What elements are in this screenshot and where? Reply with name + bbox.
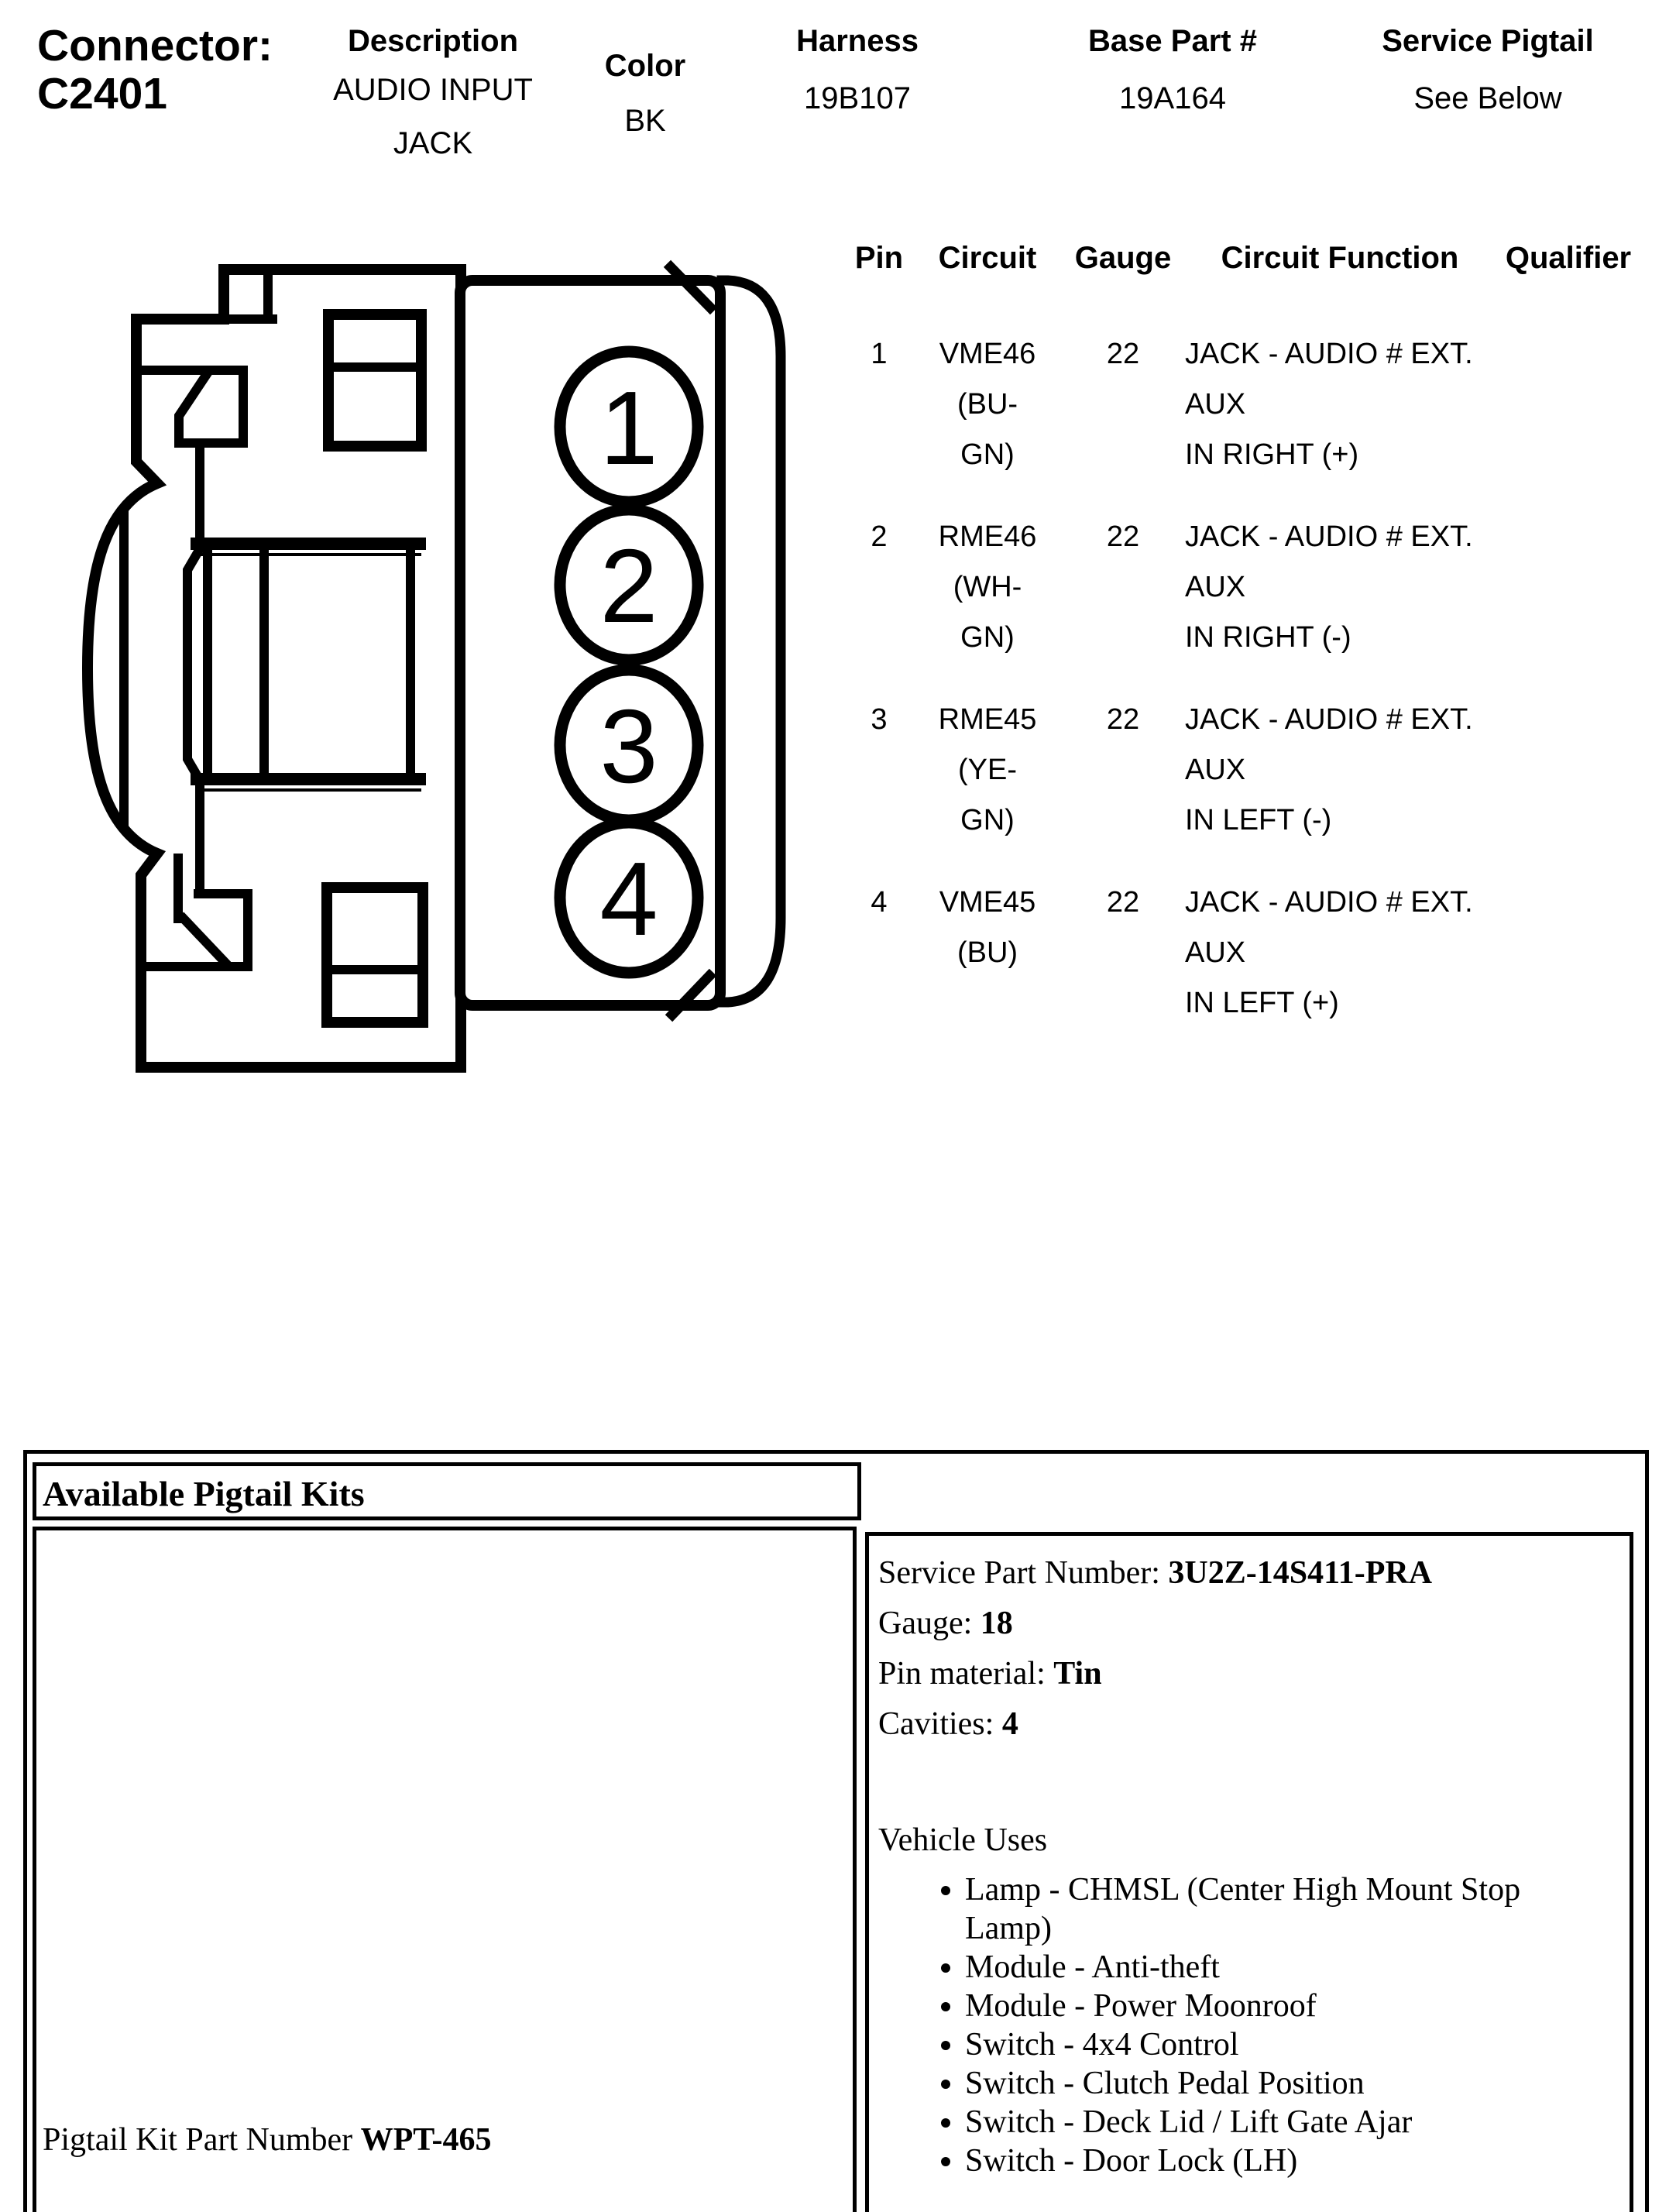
pigtail-kits-section-title: Available Pigtail Kits xyxy=(33,1462,861,1520)
pin-cell: 3 xyxy=(871,703,888,736)
service-part-number: 3U2Z-14S411-PRA xyxy=(1168,1555,1433,1591)
table-row xyxy=(852,695,1642,846)
pin-table xyxy=(852,239,1642,1060)
pin-1-number: 1 xyxy=(599,369,658,486)
table-row xyxy=(852,329,1642,480)
pin-cell: 2 xyxy=(871,520,888,553)
list-item: • Module - Power Moonroof xyxy=(965,1987,1554,2025)
circuit-cell: VME46 (BU- GN) xyxy=(939,338,1036,471)
description-value-line1: AUDIO INPUT xyxy=(333,73,533,107)
list-item: • Switch - Clutch Pedal Position xyxy=(965,2064,1554,2103)
pin-cell: 4 xyxy=(871,886,888,919)
pigtail-kit-cell xyxy=(33,1527,857,2212)
circuit-cell: RME45 (YE- GN) xyxy=(938,703,1037,836)
vehicle-uses-title: Vehicle Uses xyxy=(878,1822,1048,1858)
pin-3-number: 3 xyxy=(599,688,658,805)
circuit-cell: VME45 (BU) xyxy=(939,886,1036,969)
gauge-cell: 22 xyxy=(1106,338,1140,370)
service-pigtail-label: Service Pigtail xyxy=(1382,24,1594,58)
qualifier-cell xyxy=(1503,512,1634,663)
color-label: Color xyxy=(604,49,686,83)
col-header-circuit-function: Circuit Function xyxy=(1221,241,1459,275)
function-cell: JACK - AUDIO # EXT. AUX IN LEFT (-) xyxy=(1185,703,1473,836)
pin-4-number: 4 xyxy=(599,840,658,957)
gauge-cell: 22 xyxy=(1106,886,1140,919)
cavities-value: 4 xyxy=(1001,1706,1018,1742)
function-cell: JACK - AUDIO # EXT. AUX IN LEFT (+) xyxy=(1185,886,1473,1019)
harness-value: 19B107 xyxy=(804,81,911,115)
service-part-cell xyxy=(865,1532,1633,2212)
pigtail-kit-label: Pigtail Kit Part Number xyxy=(43,2122,361,2158)
pigtail-kits-table xyxy=(23,1450,1649,2212)
function-cell: JACK - AUDIO # EXT. AUX IN RIGHT (+) xyxy=(1185,338,1473,471)
list-item: • Switch - Deck Lid / Lift Gate Ajar xyxy=(965,2103,1554,2142)
pin-2-number: 2 xyxy=(599,527,658,644)
gauge-value: 18 xyxy=(980,1606,1013,1641)
col-header-gauge: Gauge xyxy=(1074,241,1172,275)
base-part-label: Base Part # xyxy=(1088,24,1257,58)
harness-label: Harness xyxy=(796,24,919,58)
description-value-line2: JACK xyxy=(393,126,473,160)
vehicle-uses-list xyxy=(878,1870,1616,2180)
connector-id: C2401 xyxy=(37,69,167,118)
table-row xyxy=(852,512,1642,663)
color-value: BK xyxy=(624,104,666,138)
qualifier-cell xyxy=(1503,329,1634,480)
col-header-qualifier: Qualifier xyxy=(1505,241,1632,275)
qualifier-cell xyxy=(1503,878,1634,1029)
function-cell: JACK - AUDIO # EXT. AUX IN RIGHT (-) xyxy=(1185,520,1473,654)
gauge-cell: 22 xyxy=(1106,520,1140,553)
pigtail-kit-number: WPT-465 xyxy=(360,2122,492,2158)
cavities-line: Cavities: 4 xyxy=(878,1706,1018,1742)
pin-table-header xyxy=(852,239,1642,277)
pin-cell: 1 xyxy=(871,338,888,370)
base-part-value: 19A164 xyxy=(1119,81,1226,115)
service-pigtail-value: See Below xyxy=(1413,81,1562,115)
circuit-cell: RME46 (WH- GN) xyxy=(938,520,1037,654)
list-item: • Switch - 4x4 Control xyxy=(965,2025,1554,2064)
col-header-circuit: Circuit xyxy=(938,241,1037,275)
qualifier-cell xyxy=(1503,695,1634,846)
list-item: • Lamp - CHMSL (Center High Mount Stop Lamp) xyxy=(965,1870,1554,1948)
description-label: Description xyxy=(347,24,519,58)
pin-material-line: Pin material: Tin xyxy=(878,1656,1102,1692)
pigtail-kit-part-number xyxy=(43,2121,491,2159)
list-item: • Module - Anti-theft xyxy=(965,1948,1554,1987)
col-header-pin: Pin xyxy=(854,241,904,275)
gauge-cell: 22 xyxy=(1106,703,1140,736)
service-part-number-line: Service Part Number: 3U2Z-14S411-PRA xyxy=(878,1555,1433,1591)
table-row xyxy=(852,878,1642,1029)
connector-label: Connector: xyxy=(37,21,273,70)
pin-material-value: Tin xyxy=(1053,1656,1102,1692)
list-item: • Switch - Door Lock (LH) xyxy=(965,2142,1554,2180)
gauge-line: Gauge: 18 xyxy=(878,1606,1013,1641)
